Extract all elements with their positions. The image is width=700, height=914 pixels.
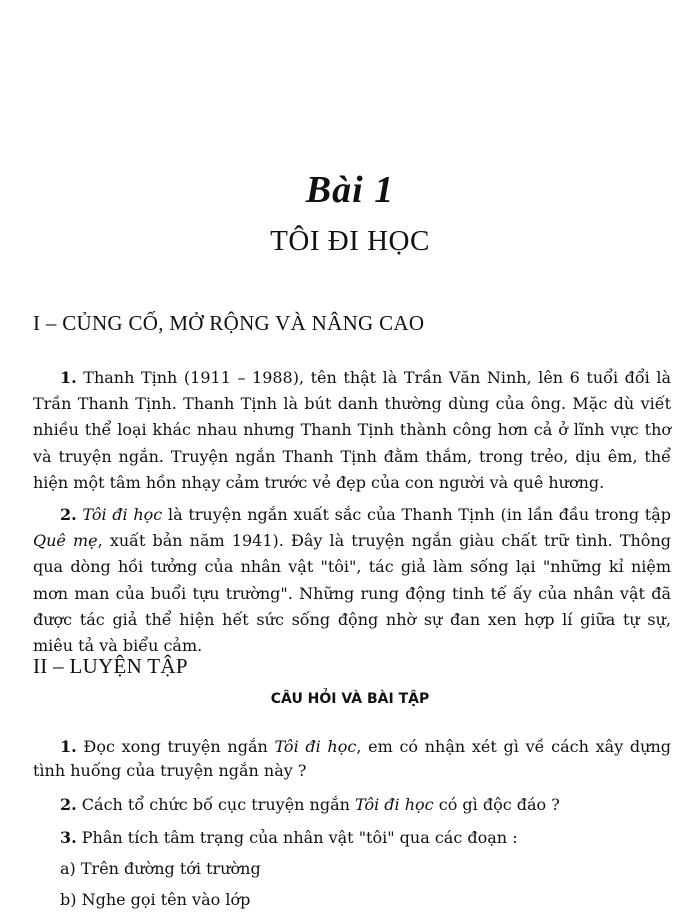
paragraph-text: Thanh Tịnh (1911 – 1988), tên thật là Trần Văn Ninh, lên 6 tuổi đổi là Trần Thanh Tịnh. Thanh Tịnh là bút danh thường dùng của ông. Mặc dù viết nhiều thể loại khác nhau nhưng Thanh Tịnh thành công hơn cả ở lĩnh vực thơ và truyện ngắn. Truyện ngắn Thanh Tịnh đằm thắm, trong trẻo, dịu êm, thể hiện một tâm hồn nhạy cảm trước vẻ đẹp của con người và quê hương. — [33, 368, 671, 492]
question-number: 2. — [60, 795, 77, 814]
lesson-title: TÔI ĐI HỌC — [270, 225, 430, 257]
paragraph-number: 2. — [60, 505, 77, 524]
question-3a: a) Trên đường tới trường — [60, 859, 261, 878]
book-title: Quê mẹ — [33, 531, 98, 551]
paragraph-number: 1. — [60, 368, 77, 387]
paragraph-1 — [33, 365, 671, 496]
paragraph-2 — [33, 502, 671, 659]
question-text: Đọc xong truyện ngắn — [76, 737, 275, 756]
story-title: Tôi đi học — [82, 505, 163, 524]
story-title: Tôi đi học — [274, 737, 357, 756]
section-heading-consolidate: I – CỦNG CỐ, MỞ RỘNG VÀ NÂNG CAO — [33, 311, 425, 335]
question-text: , em có nhận xét gì về cách xây dựng tình huống của truyện ngắn này ? — [33, 737, 672, 780]
question-3b: b) Nghe gọi tên vào lớp — [60, 890, 251, 909]
question-text: có gì độc đáo ? — [433, 795, 560, 814]
lesson-number: Bài 1 — [305, 169, 395, 211]
question-text: Cách tổ chức bố cục truyện ngắn — [76, 795, 356, 814]
story-title: Tôi đi học — [355, 795, 434, 814]
question-3 — [60, 826, 680, 850]
paragraph-text: là truyện ngắn xuất sắc của Thanh Tịnh (in lần đầu trong tập — [162, 505, 672, 524]
question-2 — [60, 793, 680, 817]
question-number: 1. — [60, 737, 77, 756]
paragraph-text: , xuất bản năm 1941). Đây là truyện ngắn giàu chất trữ tình. Thông qua dòng hồi tưởng của nhân vật "tôi", tác giả làm sống lại "những kỉ niệm mơn man của buổi tựu trường". Những rung động tinh tế ấy của nhân vật đã được tác giả thể hiện hết sức sống động nhờ sự đan xen hợp lí giữa tự sự, miêu tả và biểu cảm. — [33, 531, 671, 656]
question-number: 3. — [60, 828, 77, 847]
question-text: Phân tích tâm trạng của nhân vật "tôi" qua các đoạn : — [76, 828, 518, 847]
questions-subheading: CÂU HỎI VÀ BÀI TẬP — [270, 691, 430, 707]
question-1 — [33, 735, 671, 783]
section-heading-practice: II – LUYỆN TẬP — [33, 654, 188, 678]
